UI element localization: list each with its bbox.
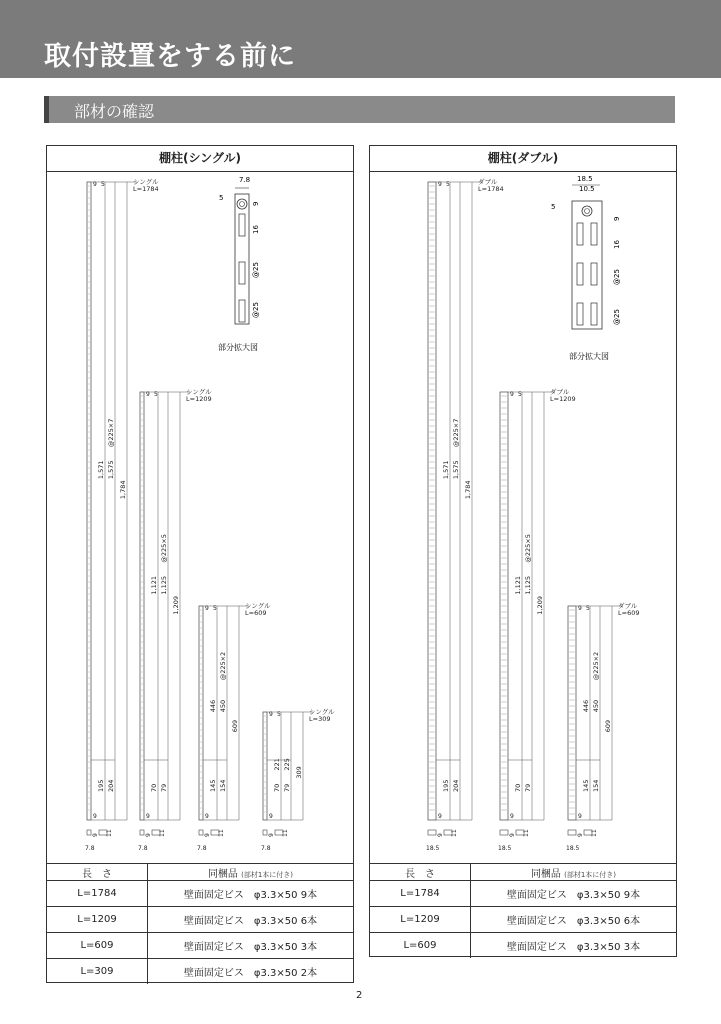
dimension-label: 446 xyxy=(209,699,217,713)
table-row: L=1784 壁面固定ビス φ3.3×50 9本 xyxy=(47,881,353,907)
post-L=609 xyxy=(197,602,271,852)
dimension-label: 5 xyxy=(101,181,105,188)
dimension-label: 9 xyxy=(145,833,152,837)
single-post-drawing xyxy=(47,172,353,877)
dimension-label: 9 xyxy=(577,833,584,837)
post-type-label: ダブル xyxy=(618,602,638,610)
single-contents-table: 長 さ 同梱品 (部材1本に付き) L=1784 壁面固定ビス φ3.3×50 9本 L=1209 壁面固定ビス φ3.3×50 6本 L=609 壁面固定ビス φ3.3×50 3本 L=309 壁面固定ビス φ3.3×50 2本 xyxy=(47,863,353,984)
post-body xyxy=(568,606,576,820)
detail-enlarged-view xyxy=(218,176,260,352)
panel-title: 棚柱(シングル) xyxy=(47,146,353,172)
dimension-label: 18.5 xyxy=(426,845,440,852)
dimension-label: 5 xyxy=(213,605,217,612)
dimension-label: 11 xyxy=(218,829,225,837)
dimension-label: 1,121 xyxy=(514,575,522,595)
detail-label: 部分拡大図 xyxy=(218,343,258,352)
dimension-label: @225×7 xyxy=(107,418,115,448)
dimension-label: 609 xyxy=(604,719,612,733)
svg-text:9: 9 xyxy=(613,216,621,221)
dimension-label: 1,125 xyxy=(524,575,532,595)
table-row: L=1784 壁面固定ビス φ3.3×50 9本 xyxy=(370,881,676,907)
dimension-label: 9 xyxy=(510,391,514,398)
post-section xyxy=(500,830,508,835)
dimension-label: 309 xyxy=(295,766,303,779)
page-header xyxy=(0,0,721,78)
dimension-label: @225×7 xyxy=(452,418,460,448)
table-row: L=309 壁面固定ビス φ3.3×50 2本 xyxy=(47,959,353,985)
post-type-label: シングル xyxy=(245,602,271,610)
svg-text:16: 16 xyxy=(613,240,621,249)
detail-width-label: 18.5 xyxy=(577,175,593,183)
dimension-label: 9 xyxy=(510,813,514,820)
dimension-label: 79 xyxy=(283,783,291,792)
svg-text:9: 9 xyxy=(252,201,260,206)
dimension-label: 1,575 xyxy=(452,460,460,480)
post-length-label: L=309 xyxy=(309,715,331,723)
dimension-label: 1,784 xyxy=(119,480,127,500)
svg-text:5: 5 xyxy=(219,194,224,202)
post-body xyxy=(428,182,436,820)
dimension-label: 9 xyxy=(578,813,582,820)
dimension-label: 154 xyxy=(592,779,600,792)
post-length-label: L=609 xyxy=(245,609,267,617)
dimension-label: 7.8 xyxy=(197,845,207,852)
post-length-label: L=609 xyxy=(618,609,640,617)
dimension-label: 195 xyxy=(97,779,105,792)
post-length-label: L=1784 xyxy=(133,185,159,193)
dimension-label: 9 xyxy=(93,181,97,188)
double-post-drawing xyxy=(370,172,676,877)
dimension-label: 1,125 xyxy=(160,575,168,595)
dimension-label: 1,571 xyxy=(442,460,450,480)
dimension-label: 5 xyxy=(586,605,590,612)
dimension-label: 11 xyxy=(106,829,113,837)
dimension-label: 450 xyxy=(219,699,227,713)
dimension-label: 9 xyxy=(509,833,516,837)
section-title: 部材の確認 xyxy=(74,102,155,121)
dimension-label: 9 xyxy=(205,605,209,612)
dimension-label: 7.8 xyxy=(85,845,95,852)
post-body xyxy=(199,606,203,820)
post-L=1209 xyxy=(498,388,576,852)
dimension-label: 609 xyxy=(231,719,239,733)
dimension-label: 11 xyxy=(282,829,289,837)
dimension-label: 9 xyxy=(437,833,444,837)
dimension-label: 18.5 xyxy=(566,845,580,852)
dimension-label: 9 xyxy=(92,833,99,837)
post-section xyxy=(140,830,144,835)
dimension-label: 1,571 xyxy=(97,460,105,480)
dimension-label: 7.8 xyxy=(261,845,271,852)
dimension-label: 5 xyxy=(277,711,281,718)
post-type-label: シングル xyxy=(309,708,335,716)
detail-label: 部分拡大図 xyxy=(569,352,609,361)
svg-text:@25: @25 xyxy=(252,302,260,318)
dimension-label: 70 xyxy=(273,783,281,792)
post-section xyxy=(568,830,576,835)
post-body xyxy=(87,182,91,820)
dimension-label: 18.5 xyxy=(498,845,512,852)
dimension-label: 145 xyxy=(209,779,217,792)
dimension-label: 5 xyxy=(446,181,450,188)
svg-text:@25: @25 xyxy=(252,262,260,278)
dimension-label: 11 xyxy=(523,829,530,837)
double-post-panel xyxy=(369,145,677,957)
dimension-label: 9 xyxy=(438,181,442,188)
post-section xyxy=(263,830,267,835)
dimension-label: 7.8 xyxy=(138,845,148,852)
svg-text:5: 5 xyxy=(551,203,556,211)
dimension-label: 9 xyxy=(146,391,150,398)
dimension-label: 450 xyxy=(592,699,600,713)
table-row: L=609 壁面固定ビス φ3.3×50 3本 xyxy=(47,933,353,959)
post-L=309 xyxy=(261,708,335,852)
post-L=1784 xyxy=(85,178,159,852)
dimension-label: 154 xyxy=(219,779,227,792)
dimension-label: 195 xyxy=(442,779,450,792)
post-L=609 xyxy=(566,602,639,852)
dimension-label: @225×2 xyxy=(592,651,600,681)
dimension-label: @225×5 xyxy=(160,534,168,563)
post-length-label: L=1209 xyxy=(550,395,576,403)
dimension-label: 9 xyxy=(268,833,275,837)
dimension-label: 70 xyxy=(514,783,522,792)
post-section xyxy=(87,830,91,835)
dimension-label: 5 xyxy=(154,391,158,398)
dimension-label: 204 xyxy=(452,779,460,792)
post-length-label: L=1784 xyxy=(478,185,504,193)
svg-text:@25: @25 xyxy=(613,309,621,325)
table-row: L=609 壁面固定ビス φ3.3×50 3本 xyxy=(370,933,676,959)
dimension-label: 1,784 xyxy=(464,480,472,500)
dimension-label: 145 xyxy=(582,779,590,792)
section-mark xyxy=(44,96,49,123)
page-title: 取付設置をする前に xyxy=(44,41,296,72)
dimension-label: 11 xyxy=(451,829,458,837)
dimension-label: 11 xyxy=(159,829,166,837)
post-type-label: ダブル xyxy=(550,388,570,396)
table-row: L=1209 壁面固定ビス φ3.3×50 6本 xyxy=(370,907,676,933)
dimension-label: 9 xyxy=(578,605,582,612)
table-row: L=1209 壁面固定ビス φ3.3×50 6本 xyxy=(47,907,353,933)
dimension-label: 446 xyxy=(582,699,590,713)
dimension-label: 70 xyxy=(150,783,158,792)
dimension-label: 9 xyxy=(93,813,97,820)
dimension-label: 9 xyxy=(205,813,209,820)
dimension-label: 9 xyxy=(204,833,211,837)
detail-enlarged-view xyxy=(551,175,621,361)
post-type-label: シングル xyxy=(186,388,212,396)
svg-text:16: 16 xyxy=(252,225,260,234)
detail-width-label: 10.5 xyxy=(579,185,595,193)
dimension-label: 11 xyxy=(591,829,598,837)
dimension-label: 204 xyxy=(107,779,115,792)
dimension-label: 5 xyxy=(518,391,522,398)
dimension-label: @225×5 xyxy=(524,534,532,563)
detail-width-label: 7.8 xyxy=(239,176,251,184)
double-contents-table: 長 さ 同梱品 (部材1本に付き) L=1784 壁面固定ビス φ3.3×50 9本 L=1209 壁面固定ビス φ3.3×50 6本 L=609 壁面固定ビス φ3.3×50 3本 xyxy=(370,863,676,958)
post-L=1784 xyxy=(426,178,504,852)
dimension-label: 225 xyxy=(283,758,291,771)
dimension-label: 79 xyxy=(524,783,532,792)
dimension-label: 221 xyxy=(273,758,281,771)
dimension-label: 79 xyxy=(160,783,168,792)
dimension-label: 9 xyxy=(438,813,442,820)
svg-text:@25: @25 xyxy=(613,269,621,285)
post-section xyxy=(428,830,436,835)
page-number: 2 xyxy=(356,990,363,1001)
dimension-label: 9 xyxy=(269,813,273,820)
dimension-label: 9 xyxy=(146,813,150,820)
section-bar xyxy=(44,96,675,123)
panel-title: 棚柱(ダブル) xyxy=(370,146,676,172)
post-type-label: ダブル xyxy=(478,178,498,186)
dimension-label: 1,209 xyxy=(172,595,180,615)
dimension-label: 1,575 xyxy=(107,460,115,480)
post-length-label: L=1209 xyxy=(186,395,212,403)
dimension-label: @225×2 xyxy=(219,651,227,681)
dimension-label: 1,121 xyxy=(150,575,158,595)
dimension-label: 1,209 xyxy=(536,595,544,615)
post-section xyxy=(199,830,203,835)
dimension-label: 9 xyxy=(269,711,273,718)
post-type-label: シングル xyxy=(133,178,159,186)
single-post-panel xyxy=(46,145,354,983)
